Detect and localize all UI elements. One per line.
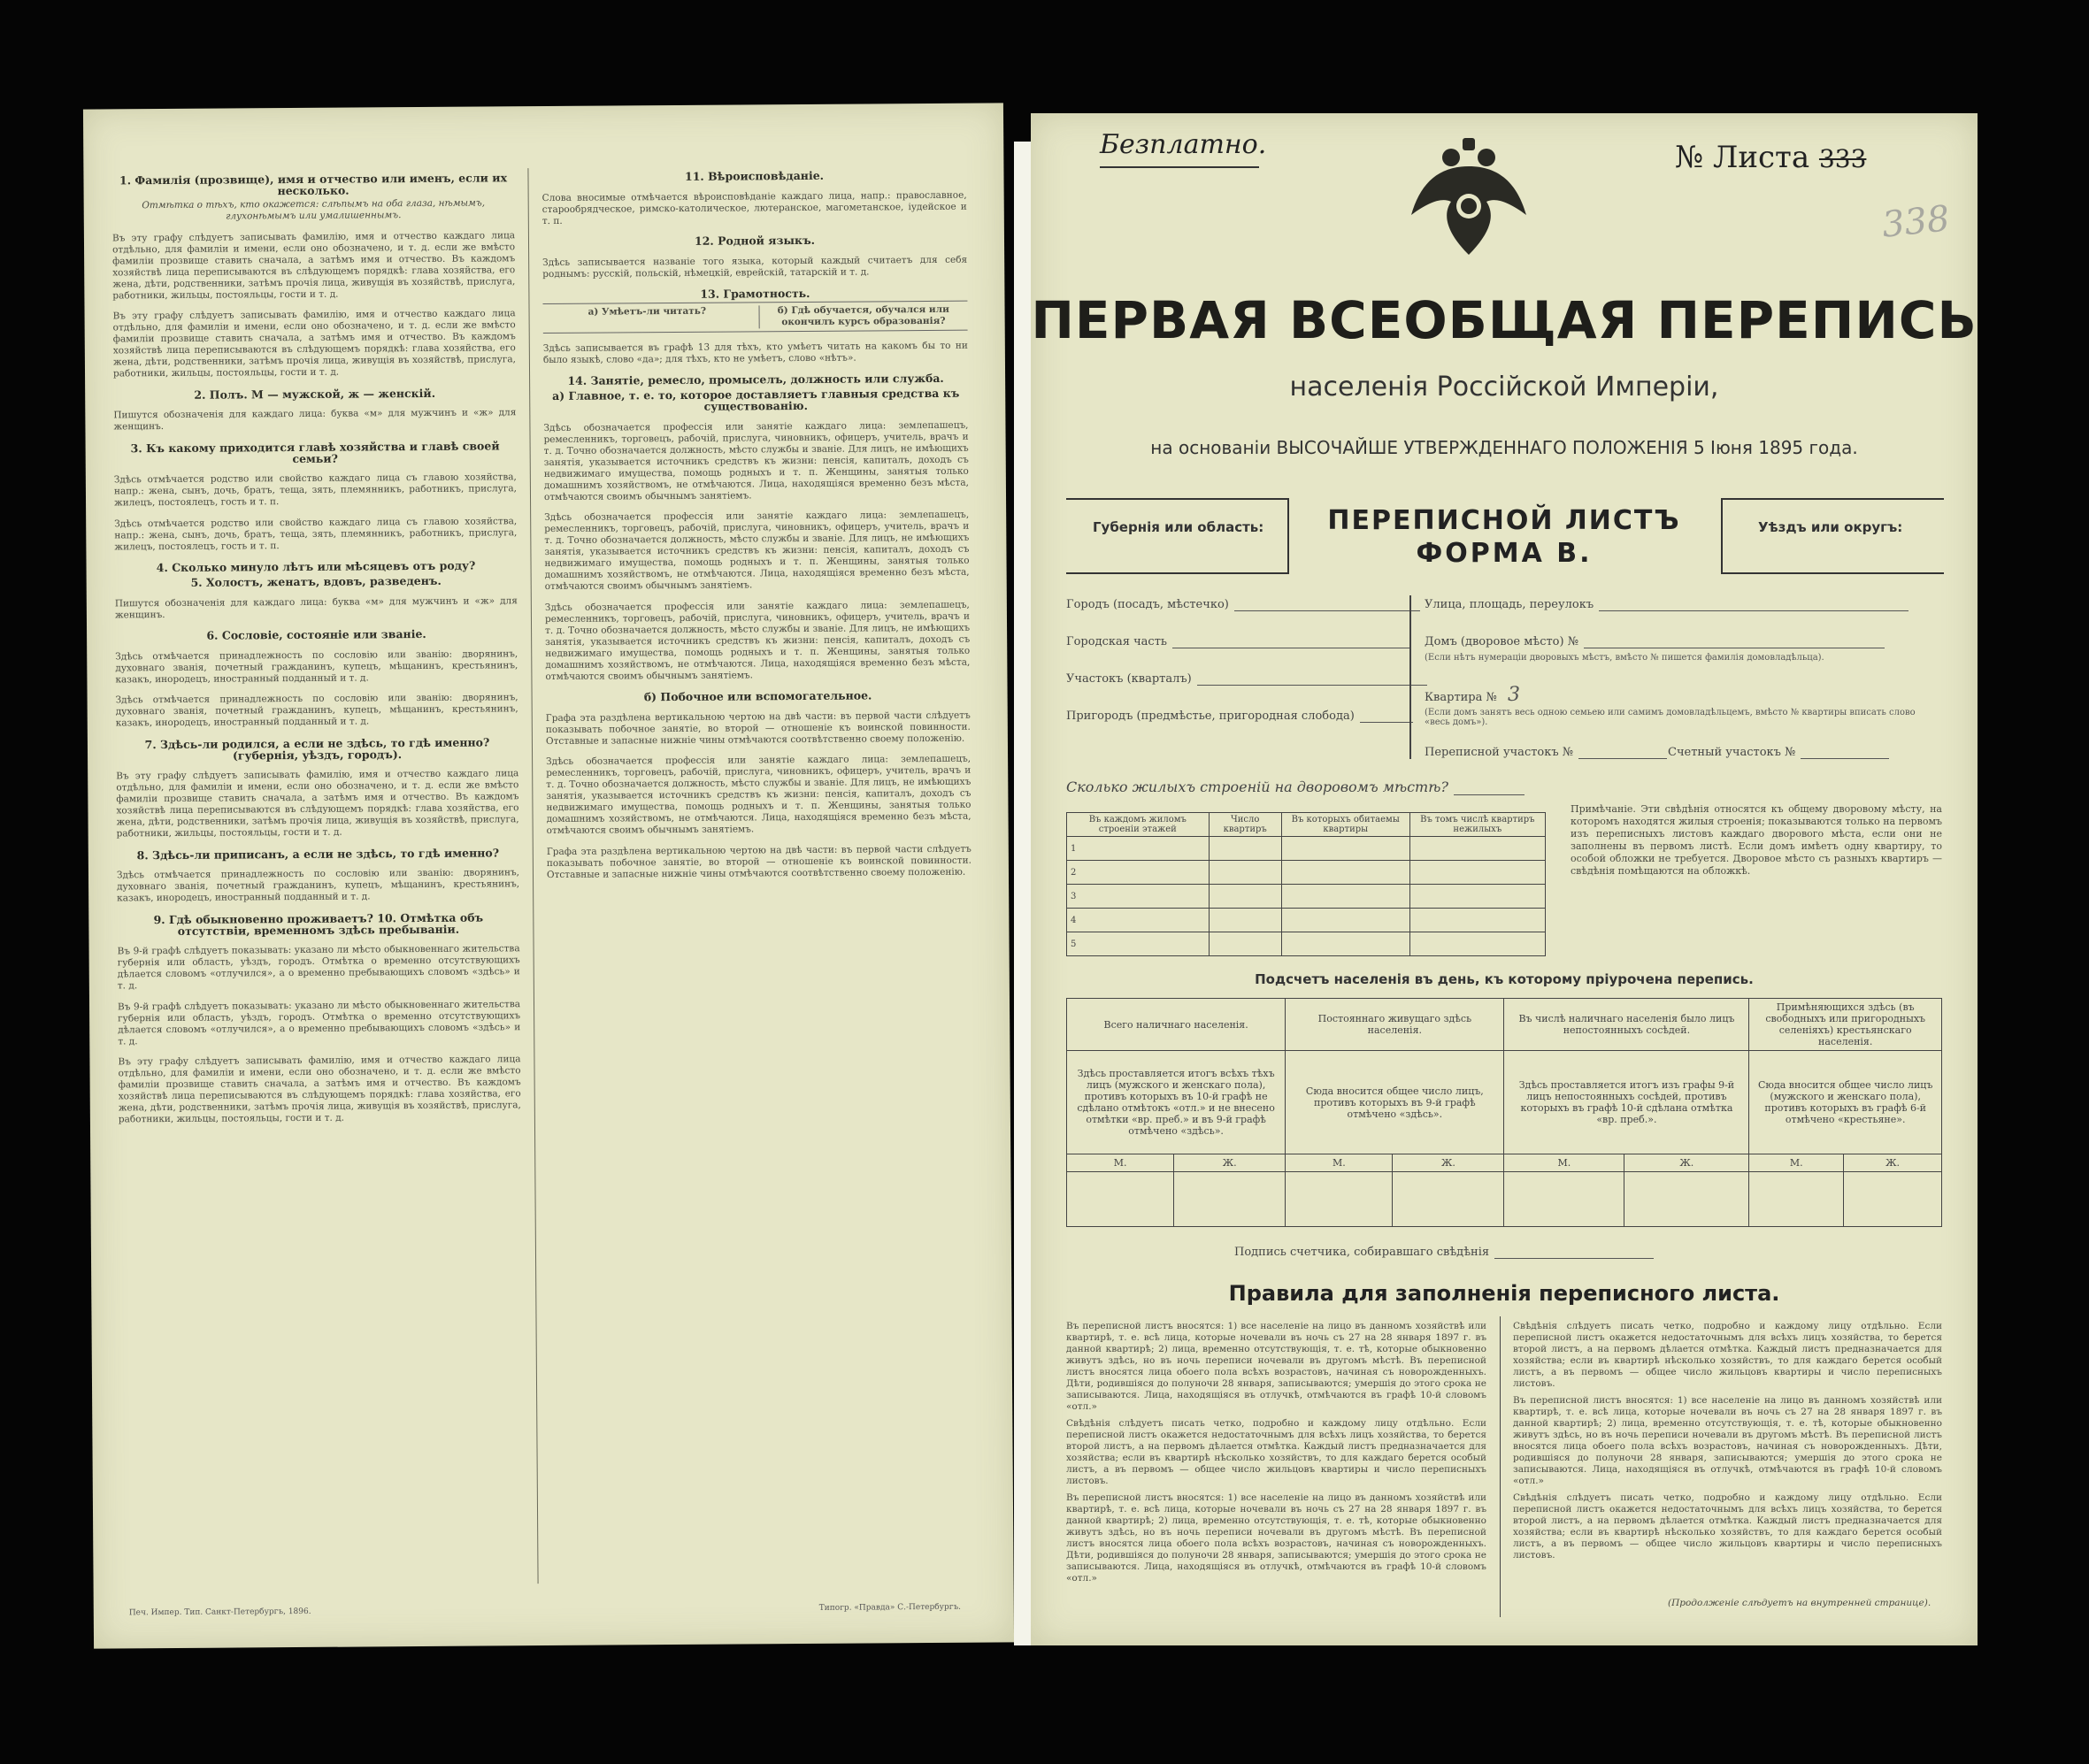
section-14b-heading: б) Побочное или вспомогательное.: [643, 688, 872, 704]
section-5-heading: 5. Холостъ, женатъ, вдовъ, разведенъ.: [190, 573, 442, 589]
right-footer-imprint: Типогр. «Правда» С.-Петербургъ.: [818, 1602, 962, 1613]
field-city-label: Городъ (посадъ, мѣстечко): [1066, 598, 1229, 611]
census-basis: на основаніи ВЫСОЧАЙШЕ УТВЕРЖДЕННАГО ПОЛОЖЕНІЯ 5 Іюня 1895 года.: [1150, 437, 1858, 458]
rules-text-1: Въ переписной листъ вносятся: 1) все населеніе на лицо въ данномъ хозяйствѣ или квартирѣ, т. е. всѣ лица, которые ночевали въ ночь съ 27 на 28 января 1897 г. въ данной квартирѣ; 2) лица, временно отсутствующія, т. е. тѣ, которые обыкновенно живутъ здѣсь, но въ ночь переписи ночевали въ другомъ мѣстѣ. Въ переписной листъ вносятся лица обоего пола всѣхъ возрастовъ, начиная съ новорожденныхъ. Дѣти, родившіяся до полуночи 28 января, записываются; умершія до этого срока не записываются. Лица, находящіяся въ отлучкѣ, отмѣчаются въ графѣ 10-й словомъ «отл.»: [1066, 1321, 1486, 1412]
section-9-text: Въ 9-й графѣ слѣдуетъ показывать: указано ли мѣсто обыкновеннаго жительства губернія или область, уѣздъ, городъ. Отмѣтка о временно отсутствующихъ дѣлается словомъ «отлучился», а о временно пребывающихъ словомъ «здѣсь» и т. д.: [117, 943, 520, 992]
table-cell: [1209, 932, 1281, 956]
rules-text-2-cont-2: Свѣдѣнія слѣдуетъ писать четко, подробно и каждому лицу отдѣльно. Если переписной листъ окажется недостаточнымъ для всѣхъ лицъ хозяйства, то берется второй листъ, а на первомъ дѣлается отмѣтка. Каждый листъ предназначается для хозяйства; если въ квартирѣ нѣсколько хозяйствъ, то для каждаго берется особый листъ, а въ первомъ — общее число жильцовъ квартиры и число переписныхъ листовъ.: [1513, 1492, 1942, 1561]
table-row: [1067, 885, 1546, 909]
row-number: 4: [1067, 909, 1210, 932]
sheet-number-label: № Листа: [1675, 140, 1810, 175]
table-row: [1067, 837, 1546, 861]
table-cell: [1409, 909, 1545, 932]
section-5-text: Пишутся обозначенія для каждаго лица: буква «м» для мужчинъ и «ж» для женщинъ.: [114, 594, 518, 620]
section-11-text: Слова вносимые отмѣчается вѣроисповѣданіе каждаго лица, напр.: православное, старообрядческое, римско-католическое, лютеранское, магометанское, іудейское и т. п.: [541, 189, 967, 226]
table-cell: [1209, 909, 1281, 932]
sex-male-label: М.: [1504, 1154, 1624, 1172]
form-title: ПЕРЕПИСНОЙ ЛИСТЪ: [1327, 505, 1681, 536]
field-house-note: (Если нѣтъ нумераціи дворовыхъ мѣстъ, вмѣсто № пишется фамилія домовладѣльца).: [1425, 653, 1824, 663]
row-number: 1: [1067, 837, 1210, 861]
section-1-heading: 1. Фамилія (прозвище), имя и отчество или именъ, если их несколько.: [119, 171, 508, 198]
rules-text-2-cont: Въ переписной листъ вносятся: 1) все населеніе на лицо въ данномъ хозяйствѣ или квартирѣ, т. е. всѣ лица, которые ночевали въ ночь съ 27 на 28 января 1897 г. въ данной квартирѣ; 2) лица, временно отсутствующія, т. е. тѣ, которые обыкновенно живутъ здѣсь, но въ ночь переписи ночевали въ другомъ мѣстѣ. Въ переписной листъ вносятся лица обоего пола всѣхъ возрастовъ, начиная съ новорожденныхъ. Дѣти, родившіяся до полуночи 28 января, записываются; умершія до этого срока не записываются. Лица, находящіяся въ отлучкѣ, отмѣчаются въ графѣ 10-й словомъ «отл.»: [1513, 1395, 1942, 1486]
count-cell: [1286, 1172, 1393, 1227]
table-cell: [1409, 861, 1545, 885]
sex-female-label: Ж.: [1393, 1154, 1504, 1172]
sheet-number: [1675, 140, 1866, 175]
section-14-text: Здѣсь обозначается профессія или занятіе каждаго лица: землепашецъ, ремесленникъ, торговецъ, рабочій, прислуга, чиновникъ, офицеръ, учитель, врачъ и т. д. Точно обозначается должность, мѣсто службы и званіе. Для лицъ, не имѣющихъ занятія, указывается источникъ средствъ къ жизни: пенсія, капиталъ, доходъ съ недвижимаго имущества, помощь родныхъ и т. п. Женщины, занятыя только домашнимъ хозяйствомъ, не отмѣчаются. Лица, находящіяся временно безъ мѣста, отмѣчаются своимъ обычнымъ занятіемъ.: [543, 419, 969, 502]
buildings-header-apartments: Число квартиръ: [1209, 813, 1281, 837]
section-7-text: Въ эту графу слѣдуетъ записывать фамилію, имя и отчество каждаго лица отдѣльно, для фамиліи и имени, если оно обозначено, и т. д. если же вмѣсто фамиліи прозвище ставить сначала, а затѣмъ имя и отчество. Въ каждомъ хозяйствѣ лица переписываются въ слѣдующемъ порядкѣ: глава хозяйства, его жена, дѣти, родственники, затѣмъ прочія лица, живущія въ хозяйствѣ, прислуга, работники, жильцы, постояльцы, гости и т. д.: [116, 768, 519, 840]
buildings-question: [1066, 778, 1525, 795]
count-cell: [1067, 1172, 1174, 1227]
buildings-header-occupied: Въ которыхъ обитаемы квартиры: [1281, 813, 1409, 837]
table-cell: [1281, 909, 1409, 932]
table-cell: [1209, 837, 1281, 861]
section-14-heading: 14. Занятіе, ремесло, промыселъ, должность или служба.: [567, 371, 944, 387]
count-title: Подсчетъ населенія въ день, къ которому пріурочена перепись.: [1255, 971, 1754, 987]
column-divider: [527, 168, 538, 1584]
table-cell: [1281, 861, 1409, 885]
section-6-heading: 6. Сословіе, состояніе или званіе.: [206, 626, 426, 642]
population-count-table: [1066, 998, 1942, 1227]
enumerator-signature-label: Подпись счетчика, собиравшаго свѣдѣнія: [1234, 1246, 1490, 1259]
table-cell: [1209, 885, 1281, 909]
field-city-district: [1066, 635, 1411, 648]
section-11-heading: 11. Вѣроисповѣданіе.: [684, 168, 825, 183]
section-8-heading: 8. Здѣсь-ли приписанъ, а если не здѣсь, то гдѣ именно?: [136, 845, 500, 862]
section-3-text: Здѣсь отмѣчается родство или свойство каждаго лица съ главою хозяйства, напр.: жена, сынъ, дочь, братъ, теща, зять, племянникъ, работникъ, прислуга, жилецъ, постоялецъ, гость и т. п.: [113, 472, 517, 509]
left-column-1: [111, 168, 524, 1604]
sheet-number-value: 333: [1818, 144, 1867, 173]
sex-female-label: Ж.: [1844, 1154, 1942, 1172]
enumerator-signature: [1234, 1246, 1654, 1259]
section-15-text-repeat: Здѣсь обозначается профессія или занятіе каждаго лица: землепашецъ, ремесленникъ, торговецъ, рабочій, прислуга, чиновникъ, офицеръ, учитель, врачъ и т. д. Точно обозначается должность, мѣсто службы и званіе. Для лицъ, не имѣющихъ занятія, указывается источникъ средствъ къ жизни: пенсія, капиталъ, доходъ съ недвижимаго имущества, помощь родныхъ и т. п. Женщины, занятыя только домашнимъ хозяйствомъ, не отмѣчаются. Лица, находящіяся временно безъ мѣста, отмѣчаются своимъ обычнымъ занятіемъ.: [546, 753, 972, 837]
field-count-area: [1668, 746, 1889, 759]
table-row: [1067, 909, 1546, 932]
buildings-header-floors: Въ каждомъ жиломъ строеніи этажей: [1067, 813, 1210, 837]
row-number: 5: [1067, 932, 1210, 956]
sex-male-label: М.: [1749, 1154, 1844, 1172]
section-13-subheads: [542, 301, 967, 334]
sex-male-label: М.: [1286, 1154, 1393, 1172]
field-count-area-label: Счетный участокъ №: [1668, 746, 1796, 759]
section-1-text: Въ эту графу слѣдуетъ записывать фамилію, имя и отчество каждаго лица отдѣльно, для фамиліи и имени, если оно обозначено, и т. д. если же вмѣсто фамиліи прозвище ставить сначала, а затѣмъ имя и отчество. Въ каждомъ хозяйствѣ лица переписываются въ слѣдующемъ порядкѣ: глава хозяйства, его жена, дѣти, родственники, затѣмъ прочія лица, живущія въ хозяйствѣ, прислуга, работники, жильцы, постояльцы, гости и т. д.: [111, 229, 516, 301]
section-14-text-repeat: Здѣсь обозначается профессія или занятіе каждаго лица: землепашецъ, ремесленникъ, торговецъ, рабочій, прислуга, чиновникъ, офицеръ, учитель, врачъ и т. д. Точно обозначается должность, мѣсто службы и званіе. Для лицъ, не имѣющихъ занятія, указывается источникъ средствъ къ жизни: пенсія, капиталъ, доходъ съ недвижимаго имущества, помощь родныхъ и т. п. Женщины, занятыя только домашнимъ хозяйствомъ, не отмѣчаются. Лица, находящіяся временно безъ мѣста, отмѣчаются своимъ обычнымъ занятіемъ.: [544, 509, 970, 593]
sex-male-label: М.: [1067, 1154, 1174, 1172]
count-header-permanent: Постояннаго живущаго здѣсь населенія.: [1286, 999, 1504, 1051]
section-9-text-repeat-2: Въ эту графу слѣдуетъ записывать фамилію, имя и отчество каждаго лица отдѣльно, для фамиліи и имени, если оно обозначено, и т. д. если же вмѣсто фамиліи прозвище ставить сначала, а затѣмъ имя и отчество. Въ каждомъ хозяйствѣ лица переписываются въ слѣдующемъ порядкѣ: глава хозяйства, его жена, дѣти, родственники, затѣмъ прочія лица, живущія въ хозяйствѣ, прислуга, работники, жильцы, постояльцы, гости и т. д.: [118, 1054, 521, 1125]
left-page: [83, 103, 1014, 1648]
buildings-question-label: Сколько жилыхъ строеній на дворовомъ мѣстѣ?: [1066, 778, 1448, 795]
section-3-text-repeat: Здѣсь отмѣчается родство или свойство каждаго лица съ главою хозяйства, напр.: жена, сынъ, дочь, братъ, теща, зять, племянникъ, работникъ, прислуга, жилецъ, постоялецъ, гость и т. п.: [114, 515, 518, 552]
field-census-area-label: Переписной участокъ №: [1425, 746, 1574, 759]
section-2-heading: 2. Полъ. М — мужской, ж — женскій.: [194, 386, 436, 402]
sex-female-label: Ж.: [1624, 1154, 1749, 1172]
section-12-text: Здѣсь записывается названіе того языка, который каждый считаетъ для себя роднымъ: русскій, польскій, нѣмецкій, еврейскій, татарскій и т. д.: [542, 254, 968, 280]
count-cell: [1844, 1172, 1942, 1227]
rules-title: Правила для заполненія переписного листа.: [1228, 1281, 1780, 1306]
table-row: [1067, 861, 1546, 885]
table-cell: [1209, 861, 1281, 885]
section-1-text-repeat: Въ эту графу слѣдуетъ записывать фамилію, имя и отчество каждаго лица отдѣльно, для фамиліи и имени, если оно обозначено, и т. д. если же вмѣсто фамиліи прозвище ставить сначала, а затѣмъ имя и отчество. Въ каждомъ хозяйствѣ лица переписываются въ слѣдующемъ порядкѣ: глава хозяйства, его жена, дѣти, родственники, затѣмъ прочія лица, живущія въ хозяйствѣ, прислуга, работники, жильцы, постояльцы, гости и т. д.: [112, 308, 516, 380]
free-of-charge-label: Безплатно.: [1100, 129, 1267, 160]
table-cell: [1409, 885, 1545, 909]
free-underline: [1100, 166, 1259, 168]
section-2-text: Пишутся обозначенія для каждаго лица: буква «м» для мужчинъ и «ж» для женщинъ.: [113, 407, 517, 433]
field-city: [1066, 598, 1420, 611]
table-cell: [1281, 837, 1409, 861]
table-cell: [1281, 885, 1409, 909]
field-street: [1425, 598, 1909, 611]
count-cell: [1393, 1172, 1504, 1227]
section-3-heading: 3. Къ какому приходится главѣ хозяйства и главѣ своей семьи?: [130, 438, 500, 465]
count-desc-temporary: Здѣсь проставляется итогъ изъ графы 9-й лицъ непостоянныхъ сосѣдей, противъ которыхъ въ графѣ 10-й сдѣлана отмѣтка «вр. преб.».: [1504, 1051, 1749, 1154]
rules-text-1-cont: Свѣдѣнія слѣдуетъ писать четко, подробно и каждому лицу отдѣльно. Если переписной листъ окажется недостаточнымъ для всѣхъ лицъ хозяйства, то берется второй листъ, а на первомъ дѣлается отмѣтка. Каждый листъ предназначается для хозяйства; если въ квартирѣ нѣсколько хозяйствъ, то для каждаго берется особый листъ, а въ первомъ — общее число жильцовъ квартиры и число переписныхъ листовъ.: [1066, 1418, 1486, 1486]
section-13-heading: 13. Грамотность.: [700, 286, 810, 301]
section-9-text-repeat: Въ 9-й графѣ слѣдуетъ показывать: указано ли мѣсто обыкновеннаго жительства губернія или область, уѣздъ, городъ. Отмѣтка о временно отсутствующихъ дѣлается словомъ «отлучился», а о временно пребывающихъ словомъ «здѣсь» и т. д.: [117, 998, 521, 1047]
uezd-label: Уѣздъ или округъ:: [1758, 519, 1903, 535]
uezd-box: [1721, 498, 1944, 574]
count-header-peasant: Примѣняющихся здѣсь (въ свободныхъ или пригородныхъ селеніяхъ) крестьянскаго населенія.: [1749, 999, 1942, 1051]
section-9-heading: 9. Гдѣ обыкновенно проживаетъ? 10. Отмѣтка объ отсутствіи, временномъ здѣсь пребываніи.: [153, 910, 484, 938]
rules-divider: [1500, 1316, 1501, 1617]
field-house: [1425, 635, 1885, 648]
section-6-text: Здѣсь отмѣчается принадлежность по сословію или званію: дворянинъ, духовнаго званія, почетный гражданинъ, купецъ, мѣщанинъ, крестьянинъ, казакъ, инородецъ, иностранный подданный и т. д.: [115, 648, 518, 685]
field-street-label: Улица, площадь, переулокъ: [1425, 598, 1594, 611]
count-cell: [1624, 1172, 1749, 1227]
count-header-present: Всего наличнаго населенія.: [1067, 999, 1286, 1051]
field-precinct-label: Участокъ (кварталъ): [1066, 672, 1192, 686]
section-8-text: Здѣсь отмѣчается принадлежность по сословію или званію: дворянинъ, духовнаго званія, почетный гражданинъ, купецъ, мѣщанинъ, крестьянинъ, казакъ, инородецъ, иностранный подданный и т. д.: [116, 867, 520, 904]
table-cell: [1281, 932, 1409, 956]
rules-column-1: [1066, 1321, 1486, 1613]
rules-text-2: Свѣдѣнія слѣдуетъ писать четко, подробно и каждому лицу отдѣльно. Если переписной листъ окажется недостаточнымъ для всѣхъ лицъ хозяйства, то берется второй листъ, а на первомъ дѣлается отмѣтка. Каждый листъ предназначается для хозяйства; если въ квартирѣ нѣсколько хозяйствъ, то для каждаго берется особый листъ, а въ первомъ — общее число жильцовъ квартиры и число переписныхъ листовъ.: [1513, 1321, 1942, 1389]
row-number: 3: [1067, 885, 1210, 909]
section-1-sub: Отмѣтка о тѣхъ, кто окажется: слѣпымъ на оба глаза, нѣмымъ, глухонѣмымъ или умалишеннымъ.: [142, 197, 486, 222]
count-cell: [1174, 1172, 1286, 1227]
section-13b-heading: б) Гдѣ обучается, обучался или окончилъ курсъ образованія?: [758, 304, 968, 329]
right-page: [1031, 113, 1978, 1645]
section-6-text-repeat: Здѣсь отмѣчается принадлежность по сословію или званію: дворянинъ, духовнаго званія, почетный гражданинъ, купецъ, мѣщанинъ, крестьянинъ, казакъ, инородецъ, иностранный подданный и т. д.: [115, 692, 518, 729]
left-column-2: [541, 165, 976, 1601]
section-12-heading: 12. Родной языкъ.: [694, 233, 816, 248]
section-15-text: Графа эта раздѣлена вертикальною чертою на двѣ части: въ первой части слѣдуетъ показывать побочное занятіе, во второй — отношеніе къ воинской повинности. Отставные и запасные нижніе чины отмѣчаются соотвѣтственно своему положенію.: [545, 709, 971, 747]
section-14-text-repeat-2: Здѣсь обозначается профессія или занятіе каждаго лица: землепашецъ, ремесленникъ, торговецъ, рабочій, прислуга, чиновникъ, офицеръ, учитель, врачъ и т. д. Точно обозначается должность, мѣсто службы и званіе. Для лицъ, не имѣющихъ занятія, указывается источникъ средствъ къ жизни: пенсія, капиталъ, доходъ съ недвижимаго имущества, помощь родныхъ и т. п. Женщины, занятыя только домашнимъ хозяйствомъ, не отмѣчаются. Лица, находящіяся временно безъ мѣста, отмѣчаются своимъ обычнымъ занятіемъ.: [544, 599, 971, 682]
field-apartment-label: Квартира №: [1425, 691, 1497, 704]
table-row: [1067, 932, 1546, 956]
field-apartment-value: 3: [1507, 684, 1520, 706]
form-letter: ФОРМА В.: [1416, 538, 1593, 569]
section-13a-heading: а) Умѣетъ-ли читать?: [588, 305, 707, 318]
buildings-table: [1066, 812, 1546, 956]
field-house-label: Домъ (дворовое мѣсто) №: [1425, 635, 1579, 648]
field-precinct: [1066, 672, 1427, 686]
section-15-text-repeat-2: Графа эта раздѣлена вертикальною чертою на двѣ части: въ первой части слѣдуетъ показывать побочное занятіе, во второй — отношеніе къ воинской повинности. Отставные и запасные нижніе чины отмѣчаются соотвѣтственно своему положенію.: [546, 843, 972, 880]
field-apartment-note: (Если домъ занятъ весь одною семьею или самимъ домовладѣльцемъ, вмѣсто № квартиры вписать слово «весь домъ»).: [1425, 708, 1916, 727]
count-header-temporary: Въ числѣ наличнаго населенія было лицъ непостоянныхъ сосѣдей.: [1504, 999, 1749, 1051]
buildings-header-vacant: Въ томъ числѣ квартиръ нежилыхъ: [1409, 813, 1545, 837]
count-desc-peasant: Сюда вносится общее число лицъ (мужского и женскаго пола), противъ которыхъ въ графѣ 6-й отмѣчено «крестьяне».: [1749, 1051, 1942, 1154]
field-suburb: [1066, 709, 1413, 723]
field-census-area: [1425, 746, 1667, 759]
pencil-page-number: 338: [1879, 198, 1952, 246]
left-footer-imprint: Печ. Импер. Тип. Санкт-Петербургъ, 1896.: [128, 1607, 311, 1618]
census-subtitle: населенія Россійской Имперіи,: [1289, 372, 1719, 403]
field-apartment: [1425, 684, 1520, 706]
count-cell: [1749, 1172, 1844, 1227]
rules-column-2: [1513, 1321, 1942, 1591]
rules-text-1-cont-2: Въ переписной листъ вносятся: 1) все населеніе на лицо въ данномъ хозяйствѣ или квартирѣ, т. е. всѣ лица, которые ночевали въ ночь съ 27 на 28 января 1897 г. въ данной квартирѣ; 2) лица, временно отсутствующія, т. е. тѣ, которые обыкновенно живутъ здѣсь, но въ ночь переписи ночевали въ другомъ мѣстѣ. Въ переписной листъ вносятся лица обоего пола всѣхъ возрастовъ, начиная съ новорожденныхъ. Дѣти, родившіяся до полуночи 28 января, записываются; умершія до этого срока не записываются. Лица, находящіяся въ отлучкѣ, отмѣчаются въ графѣ 10-й словомъ «отл.»: [1066, 1492, 1486, 1584]
guberniya-label: Губернія или область:: [1093, 519, 1264, 535]
count-cell: [1504, 1172, 1624, 1227]
row-number: 2: [1067, 861, 1210, 885]
address-divider: [1409, 595, 1411, 759]
double-headed-eagle-icon: [1402, 131, 1535, 264]
section-7-heading: 7. Здѣсь-ли родился, а если не здѣсь, то гдѣ именно? (губернія, уѣздъ, городъ).: [144, 734, 490, 762]
section-13-text: Здѣсь записывается въ графѣ 13 для тѣхъ, кто умѣетъ читать на какомъ бы то ни было языкѣ, слово «да»; для тѣхъ, кто не умѣетъ, слово «нѣтъ».: [542, 340, 968, 365]
census-title: ПЕРВАЯ ВСЕОБЩАЯ ПЕРЕПИСЬ: [1031, 290, 1978, 350]
rules-continued-note: (Продолженіе слѣдуетъ на внутренней странице).: [1668, 1598, 1932, 1608]
buildings-note: Примѣчаніе. Эти свѣдѣнія относятся къ общему дворовому мѣсту, на которомъ находятся жилыя строенія; показываются только на первомъ изъ переписныхъ листовъ каждаго дворового мѣста, если они не заполнены въ первомъ листѣ. Если домъ имѣетъ одну квартиру, то особой обложки не требуется. Дворовое мѣсто съ разныхъ квартиръ — свѣдѣнія помѣщаются на обложкѣ.: [1571, 803, 1942, 877]
field-suburb-label: Пригородъ (предмѣстье, пригородная слобода): [1066, 709, 1355, 723]
count-desc-permanent: Сюда вносится общее число лицъ, противъ которыхъ въ 9-й графѣ отмѣчено «здѣсь».: [1286, 1051, 1504, 1154]
section-14a-heading: а) Главное, т. е. то, которое доставляетъ главныя средства къ существованію.: [552, 386, 960, 413]
table-cell: [1409, 932, 1545, 956]
section-4-heading: 4. Сколько минуло лѣтъ или мѣсяцевъ отъ роду?: [156, 558, 476, 575]
field-city-district-label: Городская часть: [1066, 635, 1167, 648]
count-desc-present: Здѣсь проставляется итогъ всѣхъ тѣхъ лицъ (мужского и женскаго пола), противъ которыхъ въ 10-й графѣ не сдѣлано отмѣтокъ «отл.» и не внесено отмѣтки «вр. преб.» и въ 9-й графѣ отмѣчено «здѣсь».: [1067, 1051, 1286, 1154]
table-cell: [1409, 837, 1545, 861]
sex-female-label: Ж.: [1174, 1154, 1286, 1172]
